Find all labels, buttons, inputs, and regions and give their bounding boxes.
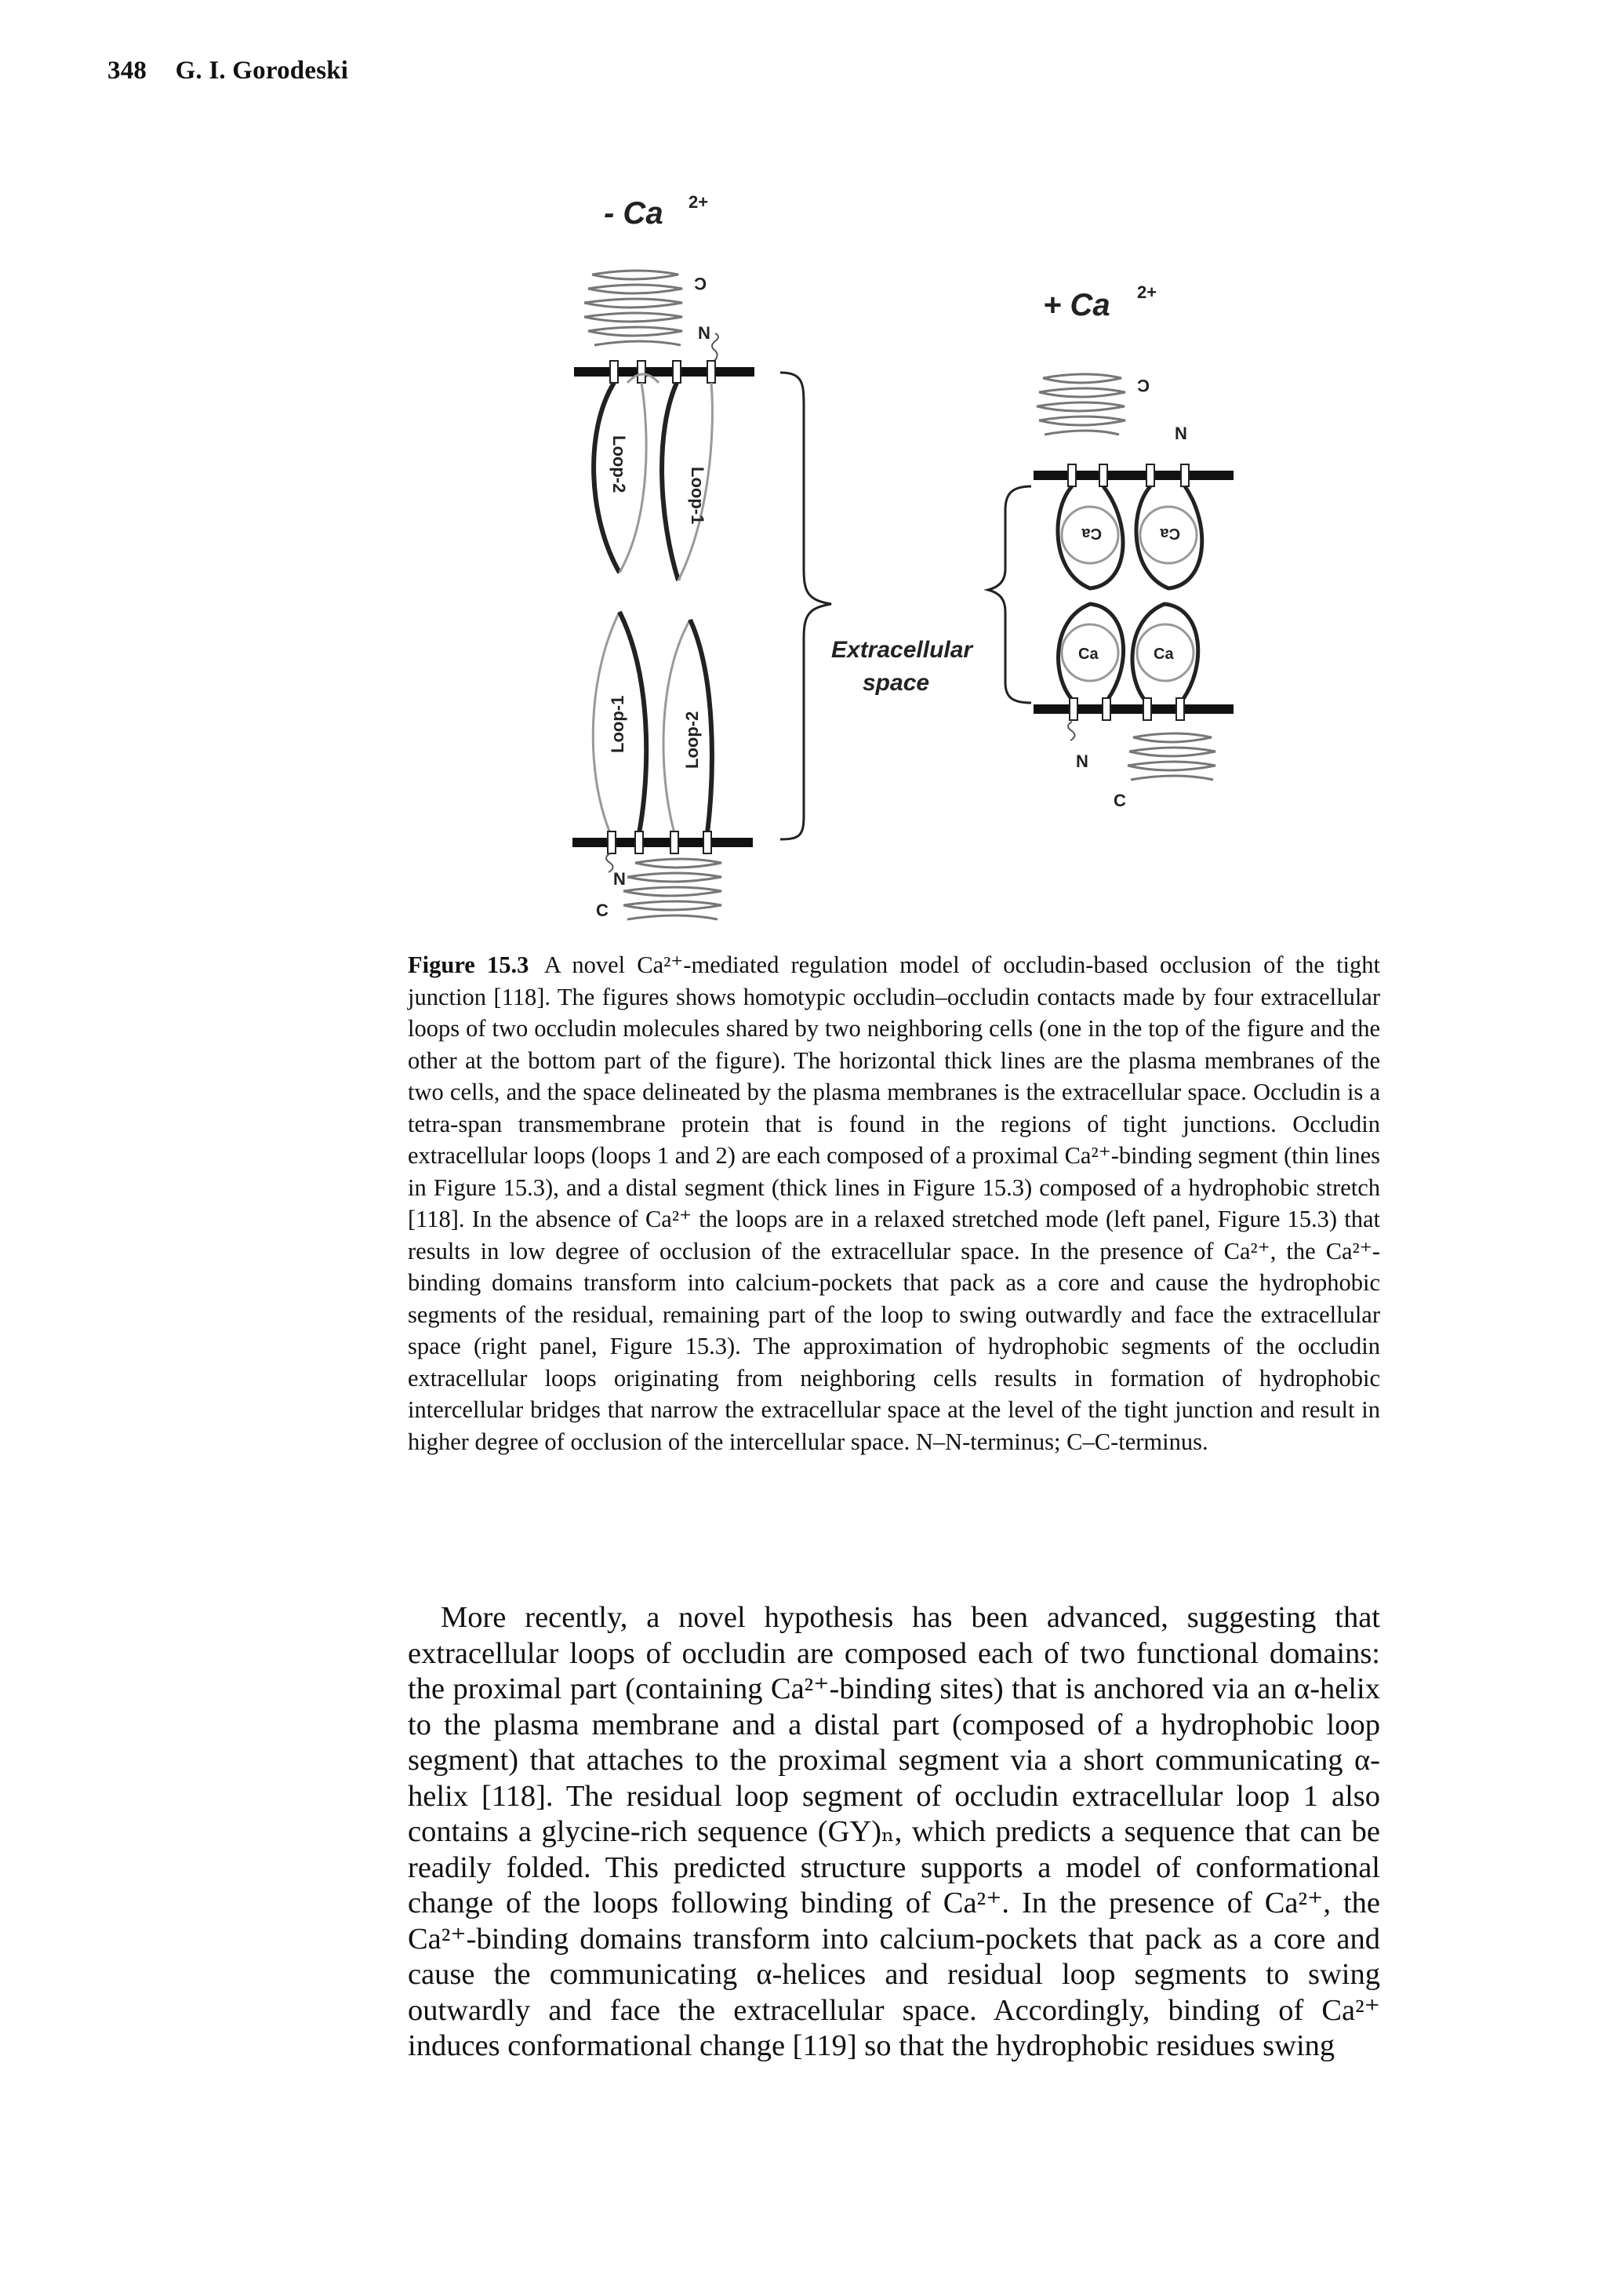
right-bottom-c-terminus-coil	[1128, 733, 1215, 780]
top-c-label: C	[694, 274, 707, 293]
bottom-n-label: N	[613, 869, 626, 889]
ca-label-2: Ca	[1160, 525, 1180, 542]
top-n-label: N	[698, 323, 710, 343]
right-brace	[988, 486, 1031, 703]
extracellular-label-line1: Extracellular	[831, 637, 973, 663]
bottom-loop2-label: Loop-2	[682, 711, 702, 769]
ca-label-1: Ca	[1081, 525, 1102, 542]
page-number: 348	[107, 56, 147, 85]
label-plus-ca: + Ca	[1043, 288, 1110, 322]
bottom-c-label: C	[596, 901, 609, 920]
label-plus-charge: 2+	[1137, 282, 1157, 302]
bottom-membrane-left	[572, 831, 753, 853]
top-n-tail	[712, 333, 718, 362]
occludin-diagram	[510, 173, 1263, 949]
top-membrane-left	[574, 361, 754, 383]
extracellular-label-line2: space	[863, 670, 930, 696]
right-bottom-n-label: N	[1076, 751, 1088, 771]
right-bottom-c-label: C	[1114, 791, 1126, 810]
top-loop1-label: Loop-1	[688, 467, 707, 525]
figure-number: Figure 15.3	[408, 952, 529, 978]
caption-text: A novel Ca²⁺-mediated regulation model of occludin-based occlusion of the tight junction [118]. The figures shows homotypic occludin–occludin contacts made by four extracellular loops of two occludin molecules shared by two neighboring cells (one in the top of the figure and the other at the bottom part of the figure). The horizontal thick lines are the plasma membranes of the two cells, and the space delineated by the plasma membranes is the extracellular space. Occludin is a tetra-span transmembrane protein that is found in the regions of tight junctions. Occludin extracellular loops (loops 1 and 2) are each composed of a proximal Ca²⁺-binding segment (thin lines in Figure 15.3), and a distal segment (thick lines in Figure 15.3) composed of a hydrophobic stretch [118]. In the absence of Ca²⁺ the loops are in a relaxed stretched mode (left panel, Figure 15.3) that results in low degree of occlusion of the extracellular space. In the presence of Ca²⁺, the Ca²⁺-binding domains transform into calcium-pockets that pack as a core and cause the hydrophobic segments of the residual, remaining part of the loop to swing outwardly and face the extracellular space (right panel, Figure 15.3). The approximation of hydrophobic segments of the occludin extracellular loops originating from neighboring cells results in formation of hydrophobic intercellular bridges that narrow the extracellular space at the level of the tight junction and result in higher degree of occlusion of the intercellular space. N–N-terminus; C–C-terminus.	[408, 952, 1380, 1455]
right-top-membrane	[1034, 464, 1234, 486]
top-loop2-label: Loop-2	[609, 435, 629, 493]
label-minus-ca: - Ca	[604, 196, 663, 231]
running-header	[107, 56, 348, 86]
right-top-c-label: C	[1137, 376, 1150, 395]
right-bottom-membrane	[1034, 698, 1234, 720]
label-minus-charge: 2+	[689, 192, 709, 212]
occludin-figure	[510, 173, 1263, 949]
top-c-terminus-coil	[584, 271, 682, 345]
right-bottom-n-tail	[1068, 722, 1075, 740]
right-top-c-terminus-coil	[1037, 374, 1125, 435]
ca-label-4: Ca	[1154, 646, 1174, 663]
right-top-n-label: N	[1175, 424, 1187, 443]
author-name: G. I. Gorodeski	[175, 56, 349, 85]
figure-caption	[408, 949, 1380, 1457]
bottom-c-terminus-coil	[623, 859, 721, 919]
body-paragraph: More recently, a novel hypothesis has been advanced, suggesting that extracellular loops of occludin are composed each of two functional domains: the proximal part (containing Ca²⁺-binding sites) that is anchored via an α-helix to the plasma membrane and a distal part (composed of a hydrophobic loop segment) that attaches to the proximal segment via a short communicating α-helix [118]. The residual loop segment of occludin extracellular loop 1 also contains a glycine-rich sequence (GY)ₙ, which predicts a sequence that can be readily folded. This predicted structure supports a model of conformational change of the loops following binding of Ca²⁺. In the presence of Ca²⁺, the Ca²⁺-binding domains transform into calcium-pockets that pack as a core and cause the communicating α-helices and residual loop segments to swing outwardly and face the extracellular space. Accordingly, binding of Ca²⁺ induces conformational change [119] so that the hydrophobic residues swing	[408, 1601, 1380, 2062]
bottom-n-tail	[606, 853, 613, 872]
left-brace	[780, 373, 831, 839]
bottom-loop1-label: Loop-1	[608, 695, 627, 753]
ca-label-3: Ca	[1078, 646, 1099, 663]
